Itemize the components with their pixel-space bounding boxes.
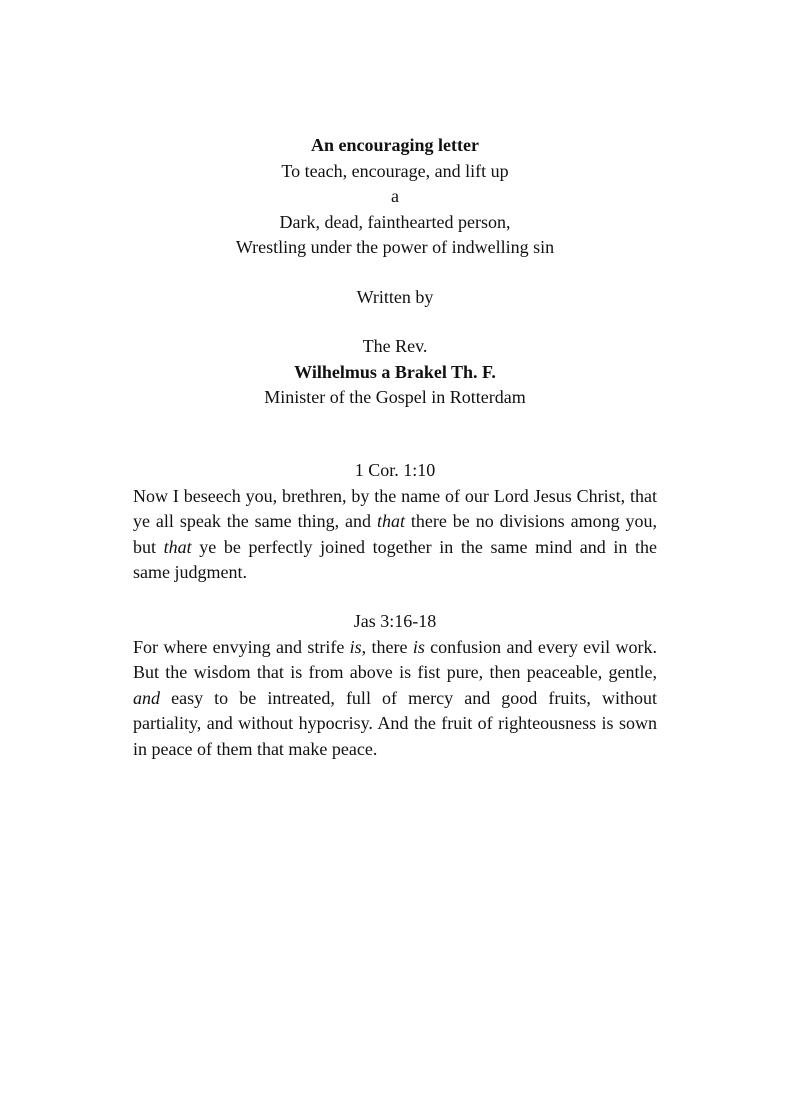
subtitle-line-1: To teach, encourage, and lift up (281, 160, 509, 181)
author-name: Wilhelmus a Brakel Th. F. (294, 361, 496, 382)
scripture-text (133, 484, 657, 586)
spacer (0, 310, 790, 334)
italic-word: and (133, 687, 160, 708)
text-segment: easy to be intreated, full of mercy and good fruits, without partiality, and without hypocrisy. And the fruit of righteousness is sown in peace of them that make peace. (133, 687, 657, 759)
author-prefix: The Rev. (362, 336, 428, 356)
scripture-passage-2 (133, 609, 657, 762)
scripture-reference: Jas 3:16-18 (353, 611, 437, 631)
title-block (0, 133, 790, 411)
spacer (0, 261, 790, 285)
subtitle-line-3: Dark, dead, fainthearted person, (279, 211, 511, 232)
italic-word: that (376, 511, 405, 531)
scripture-reference: 1 Cor. 1:10 (354, 460, 436, 480)
document-heading: An encouraging letter (311, 135, 479, 155)
text-segment: confusion and every evil work. But the wisdom that is from above is fist pure, then peaceable, gentle, (133, 636, 657, 682)
subtitle-line-2: a (391, 186, 399, 206)
text-segment: Now I beseech you, brethren, by the name of our Lord Jesus Christ, that ye all speak the same thing, and (133, 485, 657, 531)
text-segment: For where envying and strife (133, 636, 350, 657)
scripture-text (133, 635, 657, 763)
written-by-label: Written by (356, 286, 434, 307)
scripture-passage-1 (133, 458, 657, 586)
text-segment: , there (361, 636, 413, 657)
author-role: Minister of the Gospel in Rotterdam (264, 387, 526, 407)
text-segment: there be no divisions among you, but (133, 511, 657, 557)
italic-word: is (349, 636, 362, 657)
italic-word: that (163, 536, 192, 557)
text-segment: ye be perfectly joined together in the same mind and in the same judgment. (133, 536, 657, 582)
subtitle-line-4: Wrestling under the power of indwelling sin (235, 237, 555, 257)
italic-word: is (412, 636, 425, 657)
